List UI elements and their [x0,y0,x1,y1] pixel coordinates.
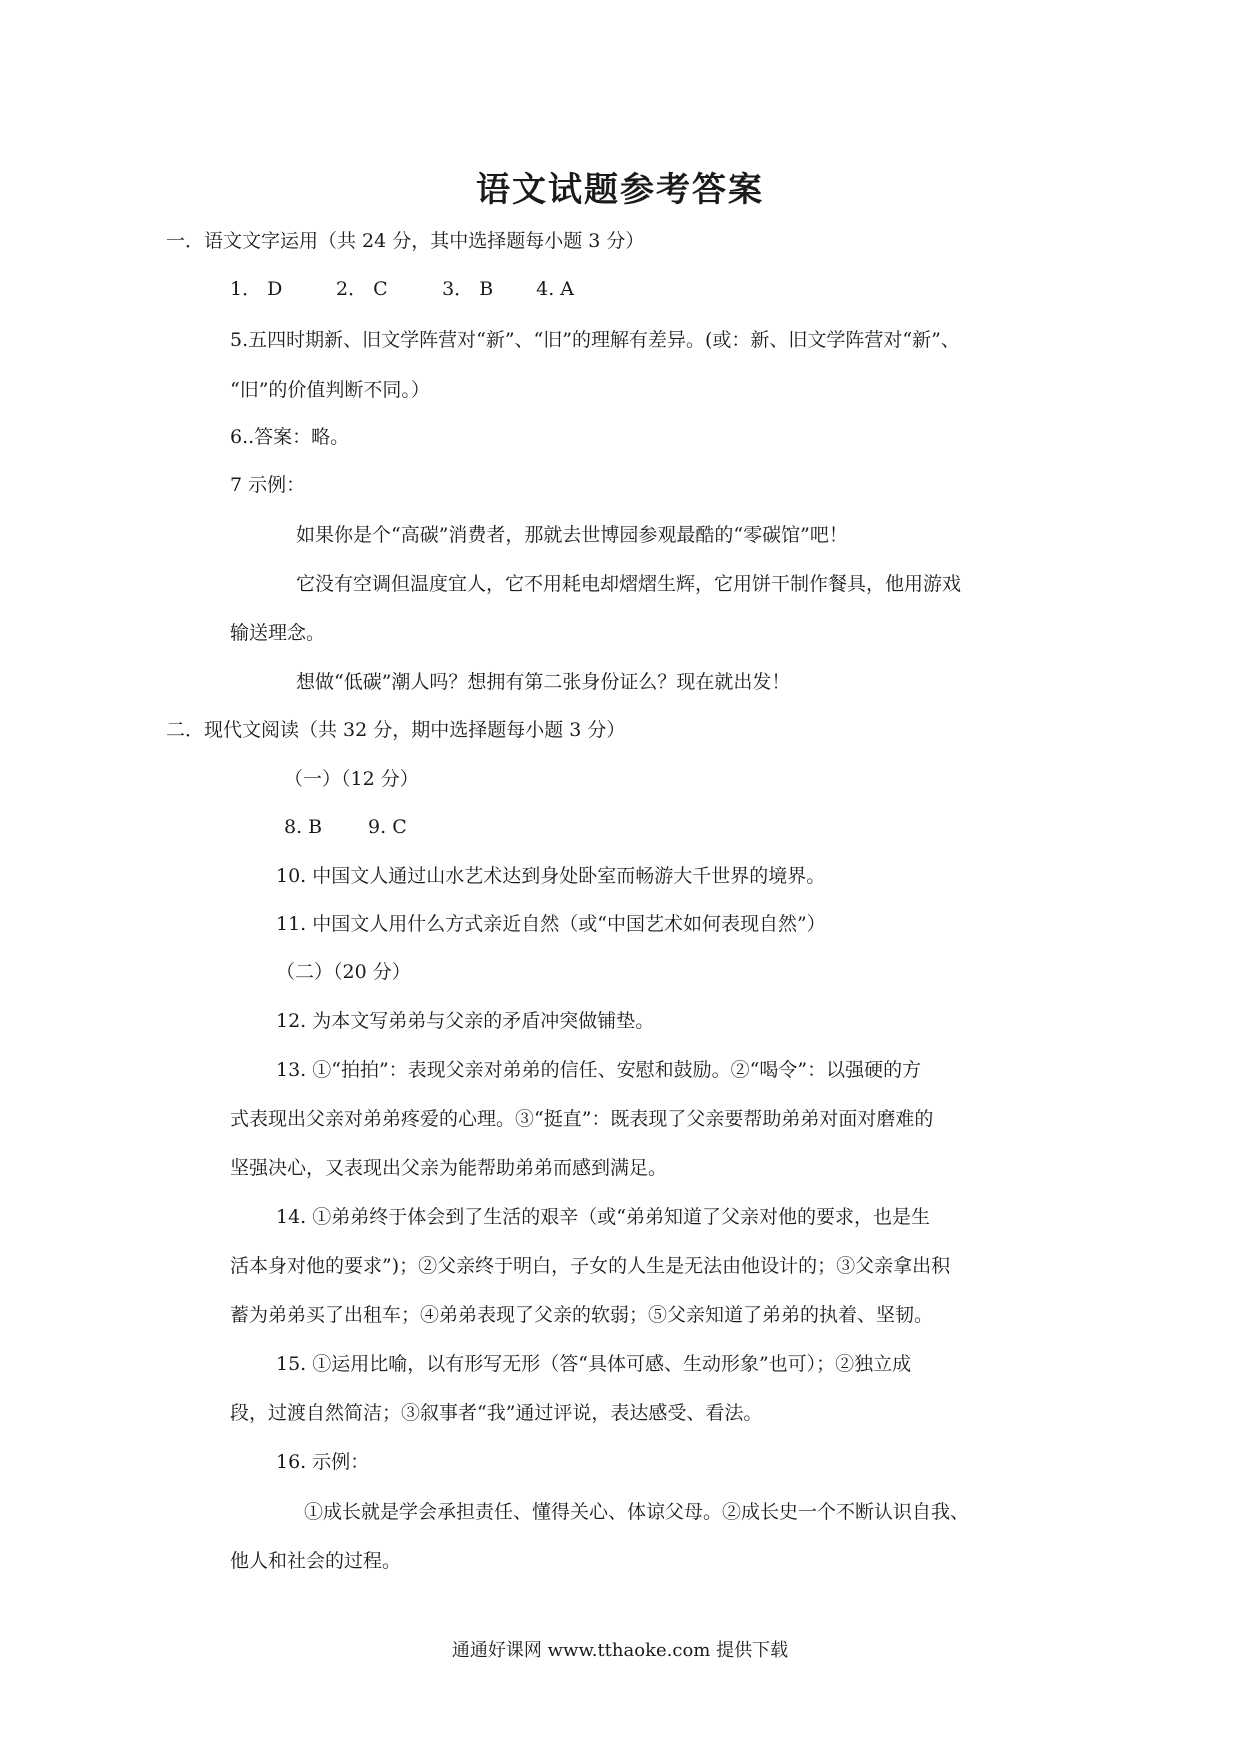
q14-line-1: 14. ①弟弟终于体会到了生活的艰辛（或“弟弟知道了父亲对他的要求，也是生 [276,1206,930,1228]
q13-line-3: 坚强决心，又表现出父亲为能帮助弟弟而感到满足。 [230,1157,668,1179]
q14-line-3: 蓄为弟弟买了出租车；④弟弟表现了父亲的软弱；⑤父亲知道了弟弟的执着、坚韧。 [230,1304,934,1326]
part2-label: （二）（20 分） [276,961,411,983]
answer-1: 1． D [230,278,283,300]
q11-answer: 11. 中国文人用什么方式亲近自然（或“中国艺术如何表现自然”） [276,913,826,935]
q16-label: 16. 示例： [276,1451,370,1473]
q5-line-2: “旧”的价值判断不同。） [230,379,430,401]
q14-line-2: 活本身对他的要求”)；②父亲终于明白，子女的人生是无法由他设计的；③父亲拿出积 [230,1255,951,1277]
q7-paragraph-1: 如果你是个“高碳”消费者，那就去世博园参观最酷的“零碳馆”吧！ [296,524,848,546]
q7-paragraph-3: 想做“低碳”潮人吗？想拥有第二张身份证么？现在就出发！ [296,671,791,693]
q7-label: 7 示例： [230,474,306,496]
q12-answer: 12. 为本文写弟弟与父亲的矛盾冲突做铺垫。 [276,1010,655,1032]
answer-2: 2． C [336,278,388,300]
answer-4: 4. A [536,278,575,300]
section1-heading: 一．语文文字运用（共 24 分，其中选择题每小题 3 分） [166,230,645,252]
q13-line-2: 式表现出父亲对弟弟疼爱的心理。③“挺直”：既表现了父亲要帮助弟弟对面对磨难的 [230,1108,934,1130]
q5-line-1: 5.五四时期新、旧文学阵营对“新”、“旧”的理解有差异。(或：新、旧文学阵营对“新”、 [230,329,960,351]
q16-line-2: 他人和社会的过程。 [230,1550,402,1572]
answers-8-9 [284,818,407,837]
footer-source: 通通好课网 www.tthaoke.com 提供下载 [451,1640,789,1661]
q13-line-1: 13. ①“拍拍”：表现父亲对弟弟的信任、安慰和鼓励。②“喝令”：以强硬的方 [276,1059,922,1081]
part1-label: （一）（12 分） [284,768,419,790]
answer-8: 8. B [284,816,323,838]
section2-heading: 二．现代文阅读（共 32 分，期中选择题每小题 3 分） [166,719,626,741]
q15-line-1: 15. ①运用比喻，以有形写无形（答“具体可感、生动形象”也可）；②独立成 [276,1353,912,1375]
answer-3: 3． B [442,278,494,300]
answers-1-4 [230,280,574,299]
q15-line-2: 段，过渡自然简洁；③叙事者“我”通过评说，表达感受、看法。 [230,1402,763,1424]
q7-paragraph-2-line-2: 输送理念。 [230,622,326,644]
document-title: 语文试题参考答案 [476,170,764,210]
q7-paragraph-2-line-1: 它没有空调但温度宜人，它不用耗电却熠熠生辉，它用饼干制作餐具，他用游戏 [296,573,962,595]
q16-line-1: ①成长就是学会承担责任、懂得关心、体谅父母。②成长史一个不断认识自我、 [304,1501,970,1523]
answer-9: 9. C [368,816,407,838]
q10-answer: 10. 中国文人通过山水艺术达到身处卧室而畅游大千世界的境界。 [276,865,826,887]
q6-answer: 6..答案：略。 [230,426,350,448]
